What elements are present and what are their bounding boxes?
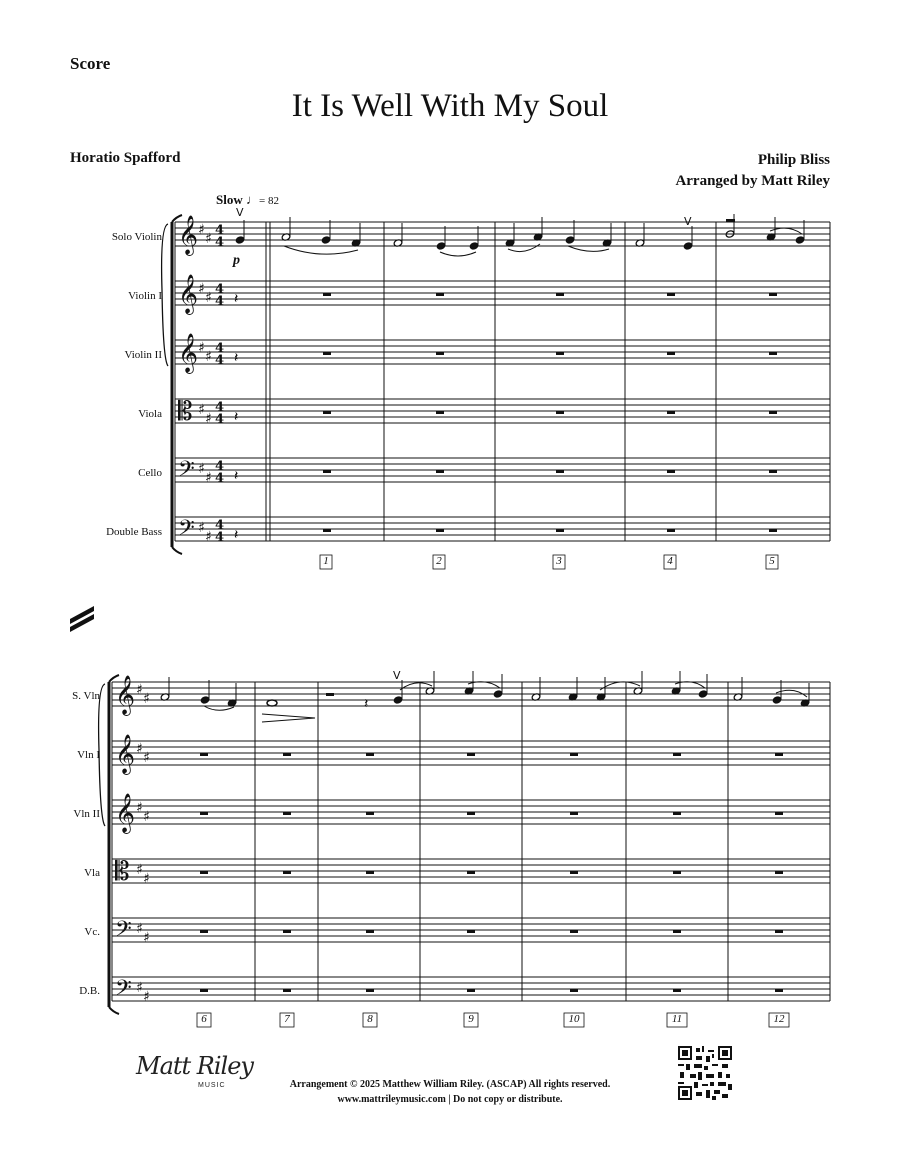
copyright: Arrangement © 2025 Matthew William Riley. (ASCAP) All rights reserved. bbox=[289, 1079, 611, 1090]
svg-text:𝄽: 𝄽 bbox=[234, 468, 239, 484]
score-label: Score bbox=[70, 54, 111, 73]
page-title: It Is Well With My Soul bbox=[291, 88, 609, 124]
treble-clef-icon: 𝄞 bbox=[115, 734, 136, 774]
svg-text:4: 4 bbox=[215, 235, 225, 250]
instrument-label: Viola bbox=[138, 408, 162, 420]
svg-text:♯: ♯ bbox=[198, 402, 205, 418]
svg-text:𝄽: 𝄽 bbox=[234, 350, 239, 366]
svg-text:♯: ♯ bbox=[136, 921, 143, 937]
time-signatures bbox=[215, 223, 224, 545]
lyricist: Horatio Spafford bbox=[70, 150, 181, 166]
svg-text:♯: ♯ bbox=[143, 809, 150, 825]
svg-text:♯: ♯ bbox=[205, 290, 212, 306]
treble-clef-icon: 𝄞 bbox=[178, 215, 199, 255]
svg-text:♯: ♯ bbox=[136, 862, 143, 878]
instrument-label: Cello bbox=[138, 467, 162, 479]
svg-text:4: 4 bbox=[215, 459, 225, 474]
measure-number: 7 bbox=[284, 1013, 290, 1025]
quarter-rests bbox=[234, 291, 238, 543]
instrument-label: Solo Violin bbox=[111, 231, 162, 243]
instrument-label: Violin I bbox=[128, 290, 162, 302]
svg-text:♯: ♯ bbox=[143, 989, 150, 1005]
system-separator-icon bbox=[70, 606, 94, 632]
instrument-label: D.B. bbox=[79, 985, 100, 997]
svg-text:4: 4 bbox=[215, 282, 225, 297]
system1-staves bbox=[175, 222, 830, 541]
whole-rests bbox=[200, 293, 783, 992]
dynamic-marking: p bbox=[233, 253, 240, 268]
alto-clef-icon: 𝄡 bbox=[178, 397, 193, 427]
svg-text:𝄽: 𝄽 bbox=[234, 527, 239, 543]
instrument-label: Vln II bbox=[73, 808, 100, 820]
solo-violin-melody-2 bbox=[160, 669, 810, 722]
treble-clef-icon: 𝄞 bbox=[115, 675, 136, 715]
svg-text:4: 4 bbox=[215, 518, 225, 533]
treble-clef-icon: 𝄞 bbox=[115, 793, 136, 833]
measure-number: 12 bbox=[773, 1013, 785, 1025]
sharp-icon: ♯ bbox=[198, 222, 205, 238]
system2-staves bbox=[112, 682, 830, 1001]
svg-text:♯: ♯ bbox=[205, 349, 212, 365]
measure-number: 11 bbox=[671, 1013, 683, 1025]
svg-text:♯: ♯ bbox=[136, 741, 143, 757]
svg-text:4: 4 bbox=[215, 341, 225, 356]
instrument-label: Violin II bbox=[124, 349, 162, 361]
svg-text:4: 4 bbox=[215, 530, 225, 545]
treble-clef-icon: 𝄞 bbox=[178, 274, 199, 314]
svg-text:♯: ♯ bbox=[205, 529, 212, 545]
composer: Philip Bliss bbox=[757, 152, 830, 168]
svg-text:4: 4 bbox=[215, 412, 225, 427]
measure-number: 10 bbox=[568, 1013, 580, 1025]
svg-text:4: 4 bbox=[215, 353, 225, 368]
svg-text:♯: ♯ bbox=[143, 871, 150, 887]
svg-text:♯: ♯ bbox=[143, 750, 150, 766]
measure-number: 9 bbox=[468, 1013, 474, 1025]
svg-text:𝄽: 𝄽 bbox=[234, 409, 239, 425]
quarter-note-icon: ♩ bbox=[245, 192, 259, 207]
bass-clef-icon: 𝄢 bbox=[115, 976, 132, 1006]
qr-code-icon bbox=[678, 1046, 732, 1100]
footer bbox=[0, 1077, 900, 1107]
measure-number: 3 bbox=[556, 555, 562, 567]
logo-text: Matt Riley bbox=[136, 1052, 253, 1080]
measure-number: 1 bbox=[323, 555, 329, 567]
svg-text:𝄽: 𝄽 bbox=[364, 697, 369, 712]
instrument-label: Vla bbox=[84, 867, 100, 879]
measure-number: 8 bbox=[367, 1013, 373, 1025]
svg-text:♯: ♯ bbox=[136, 800, 143, 816]
measure-number: 2 bbox=[436, 555, 442, 567]
logo-sub: MUSIC bbox=[198, 1082, 226, 1089]
bass-clef-icon: 𝄢 bbox=[178, 516, 195, 546]
instrument-label: S. Vln bbox=[72, 690, 100, 702]
website: www.mattrileymusic.com | Do not copy or distribute. bbox=[337, 1094, 563, 1105]
svg-text:♯: ♯ bbox=[205, 231, 212, 247]
svg-text:4: 4 bbox=[215, 471, 225, 486]
svg-text:V: V bbox=[393, 669, 401, 682]
measure-number: 6 bbox=[201, 1013, 207, 1025]
svg-text:V: V bbox=[684, 215, 692, 228]
svg-text:♯: ♯ bbox=[136, 682, 143, 698]
svg-text:♯: ♯ bbox=[205, 411, 212, 427]
svg-text:♯: ♯ bbox=[198, 520, 205, 536]
svg-text:♯: ♯ bbox=[198, 461, 205, 477]
measure-number: 5 bbox=[769, 555, 775, 567]
svg-text:♯: ♯ bbox=[198, 340, 205, 356]
tempo-text: Slow bbox=[216, 192, 243, 207]
svg-text:𝄽: 𝄽 bbox=[234, 291, 239, 307]
bass-clef-icon: 𝄢 bbox=[178, 457, 195, 487]
tempo-bpm: = 82 bbox=[258, 195, 279, 207]
instrument-label: Vln I bbox=[77, 749, 100, 761]
svg-text:♯: ♯ bbox=[198, 281, 205, 297]
bass-clef-icon: 𝄢 bbox=[115, 917, 132, 947]
instrument-label: Vc. bbox=[84, 926, 100, 938]
svg-text:♯: ♯ bbox=[143, 930, 150, 946]
treble-clef-icon: 𝄞 bbox=[178, 333, 199, 373]
arranger: Arranged by Matt Riley bbox=[675, 173, 830, 189]
solo-violin-melody bbox=[235, 206, 805, 256]
svg-text:4: 4 bbox=[215, 223, 225, 238]
alto-clef-icon: 𝄡 bbox=[115, 857, 130, 887]
svg-text:4: 4 bbox=[215, 400, 225, 415]
svg-text:♯: ♯ bbox=[205, 470, 212, 486]
measure-number: 4 bbox=[667, 555, 673, 567]
instrument-label: Double Bass bbox=[106, 526, 162, 538]
svg-text:4: 4 bbox=[215, 294, 225, 309]
svg-text:♯: ♯ bbox=[136, 980, 143, 996]
svg-text:V: V bbox=[236, 206, 244, 219]
svg-text:♯: ♯ bbox=[143, 691, 150, 707]
